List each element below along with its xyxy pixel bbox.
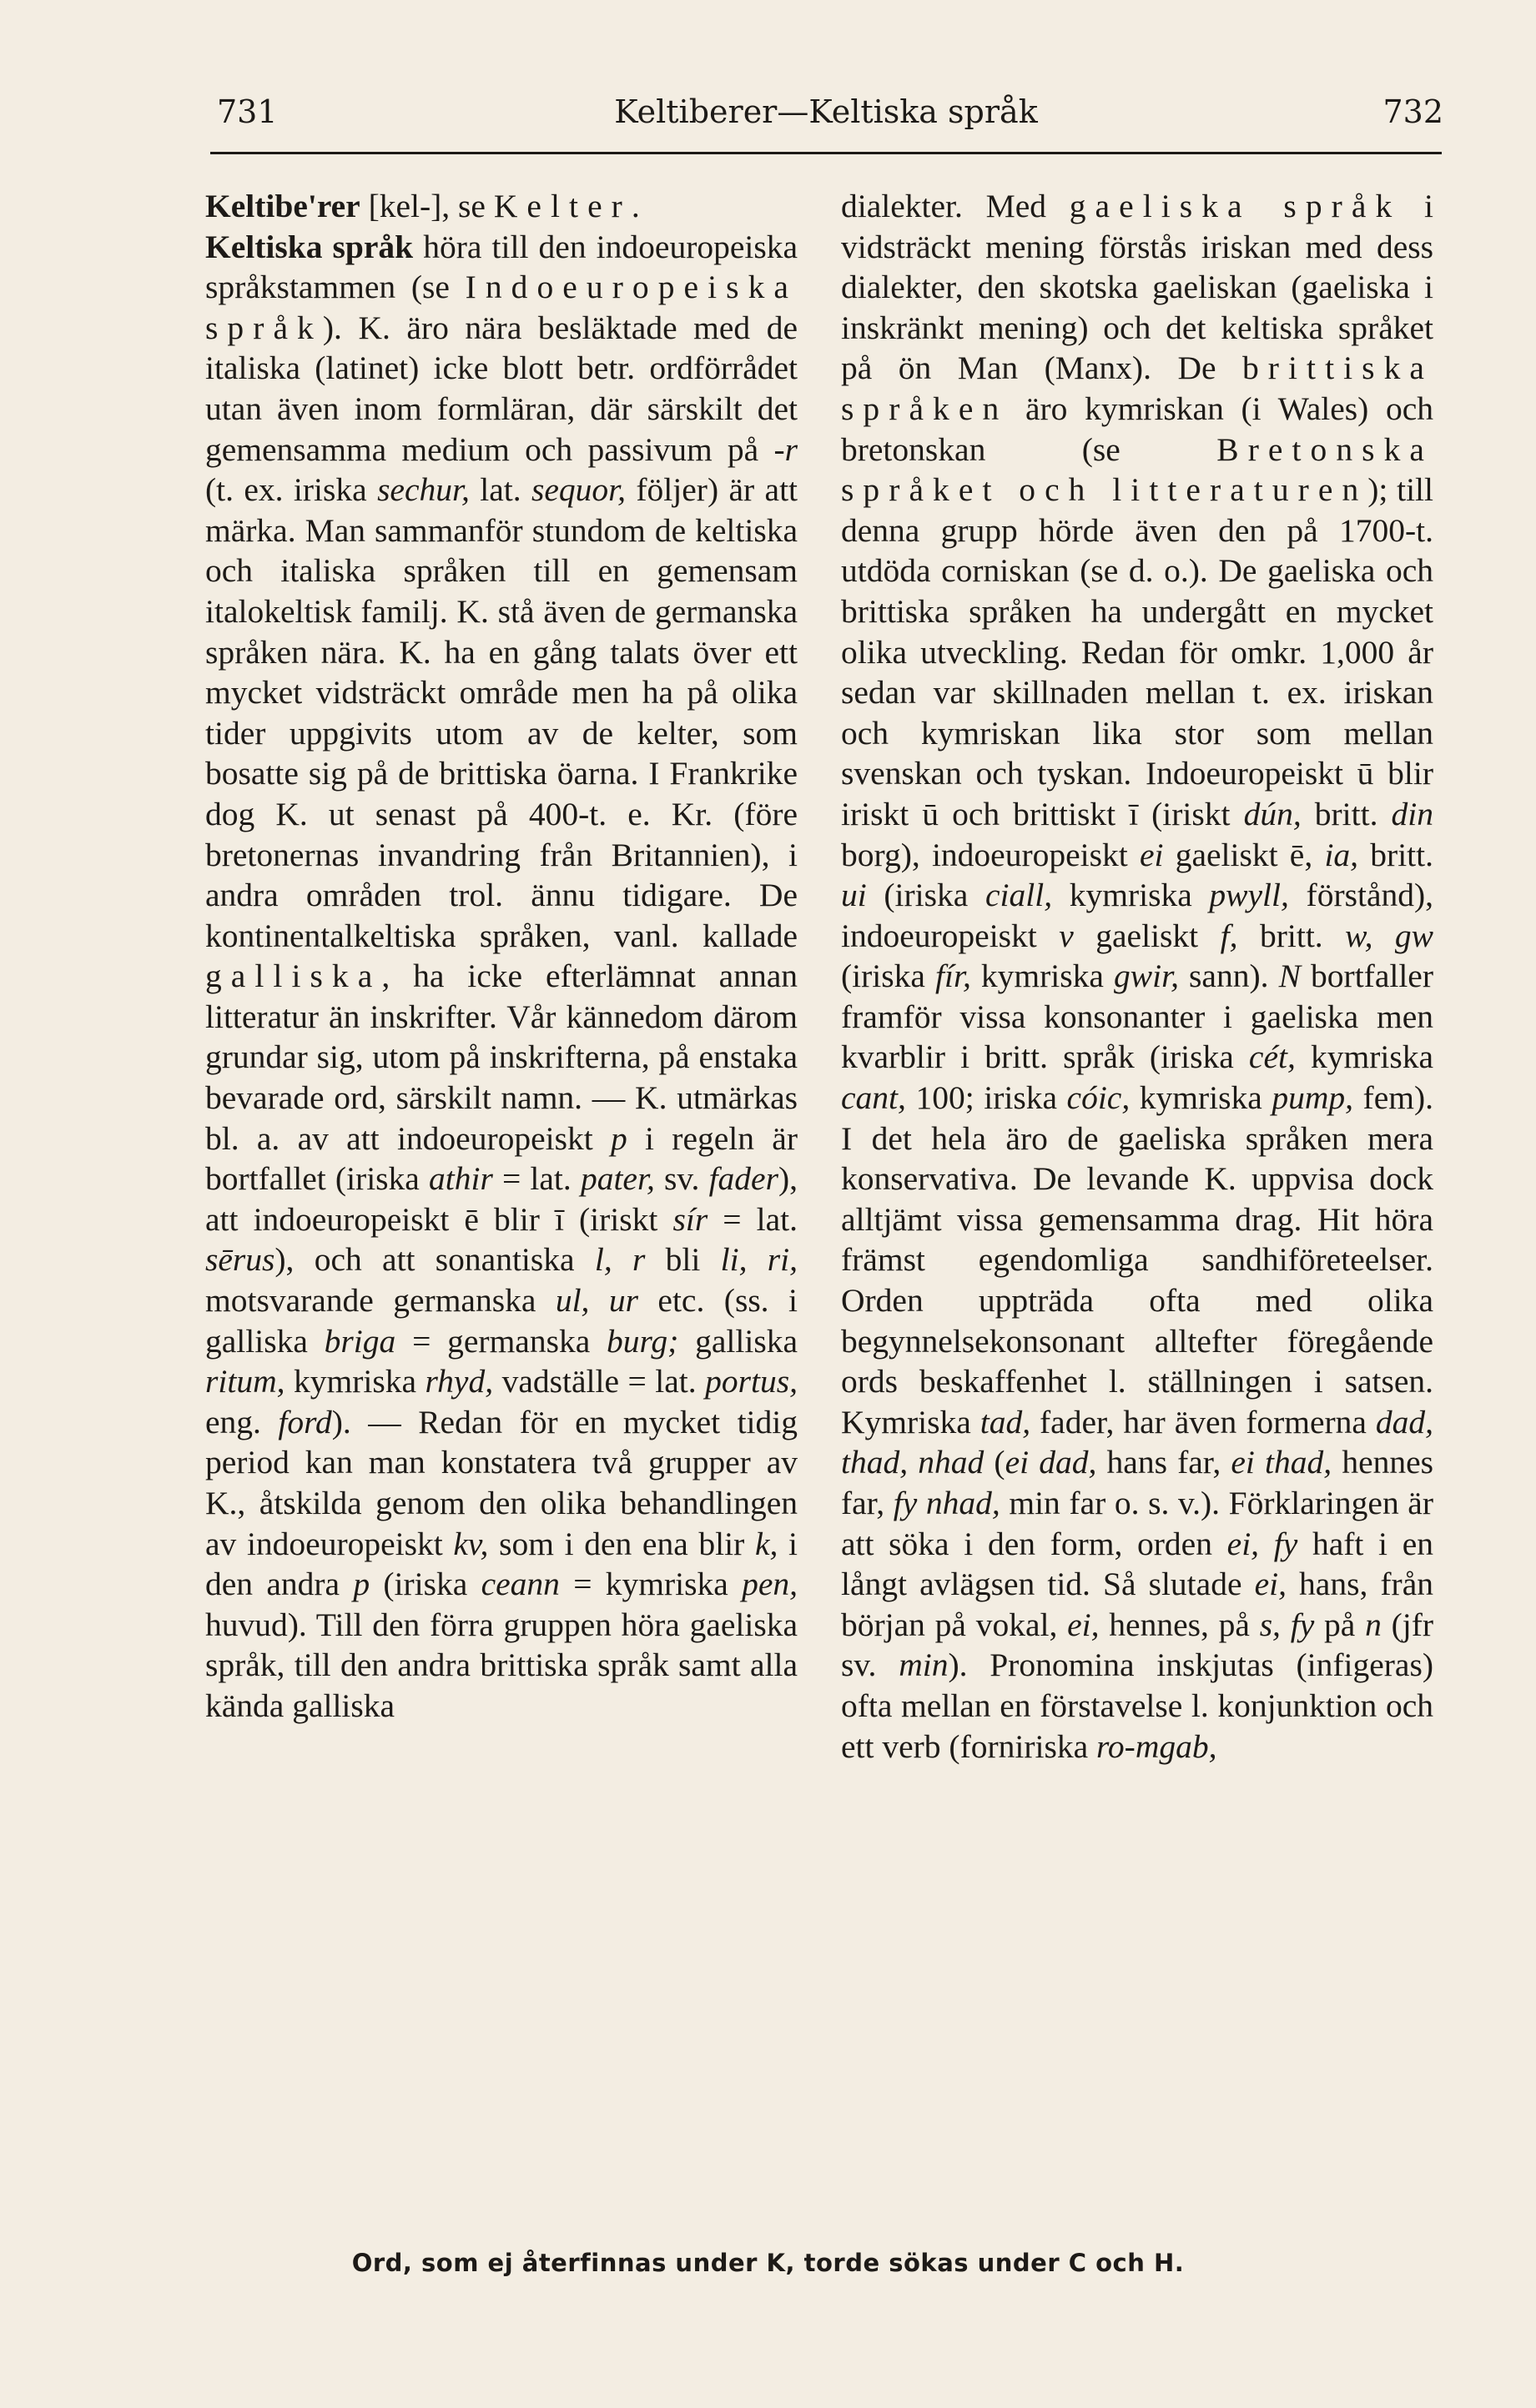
- entry-keltiska-sprak-continued: dialekter. Med gaeliska språk i vidsträckt mening förstås iriskan med dess dialekter, den skotska gaeliskan (gaeliska i inskränkt mening) och det keltiska språket på ön Man (Manx). De brittiska språken äro kymriskan (i Wales) och bretonskan (se Bretonska språket och litteraturen); till denna grupp hörde även den på 1700-t. utdöda corniskan (se d. o.). De gaeliska och brittiska språken ha undergått en mycket olika utveckling. Redan för omkr. 1,000 år sedan var skillnaden mellan t. ex. iriskan och kymriskan lika stor som mellan svenskan och tyskan. Indoeuropeiskt ū blir iriskt ū och brittiskt ī (iriskt dún, britt. din borg), indoeuropeiskt ei gaeliskt ē, ia, britt. ui (iriska ciall, kymriska pwyll, förstånd), indoeuropeiskt v gaeliskt f, britt. w, gw (iriska fír, kymriska gwir, sann). N bortfaller framför vissa konsonanter i gaeliska men kvarblir i britt. språk (iriska cét, kymriska cant, 100; iriska cóic, kymriska pump, fem). I det hela äro de gaeliska språken mera konservativa. De levande K. uppvisa dock alltjämt vissa gemensamma drag. Hit höra främst egendomliga sandhiföreteelser. Orden uppträda ofta med olika begynnelsekonsonant alltefter föregående ords beskaffenhet l. ställningen i satsen. Kymriska tad, fader, har även formerna dad, thad, nhad (ei dad, hans far, ei thad, hennes far, fy nhad, min far o. s. v.). Förklaringen är att söka i den form, orden ei, fy haft i en långt avlägsen tid. Så slutade ei, hans, från början på vokal, ei, hennes, på s, fy på n (jfr sv. min). Pronomina inskjutas (infigeras) ofta mellan en förstavelse l. konjunktion och ett verb (forniriska ro-mgab,: [841, 188, 1434, 1765]
- page-header: [209, 93, 1443, 143]
- page-number-left: 731: [217, 93, 278, 130]
- cross-reference-bretonska: Bretonska språket och litteraturen: [841, 430, 1433, 509]
- headword-keltiberer: Keltibe'rer: [205, 188, 360, 224]
- footer-note: Ord, som ej återfinnas under K, torde sökas under C och H.: [351, 2249, 1185, 2277]
- entry-keltiska-sprak: Keltiska språk höra till den indoeuropeiska språkstammen (se Indoeuropeiska språk). K. äro nära besläktade med de italiska (latinet) icke blott betr. ordförrådet utan även inom formläran, där särskilt det gemensamma medium och passivum på -r (t. ex. iriska sechur, lat. sequor, följer) är att märka. Man sammanför stundom de keltiska och italiska språken till en gemensam italokeltisk familj. K. stå även de germanska språken nära. K. ha en gång talats över ett mycket vidsträckt område men ha på olika tider uppgivits utom av de kelter, som bosatte sig på de brittiska öarna. I Frankrike dog K. ut senast på 400-t. e. Kr. (före bretonernas invandring från Britannien), i andra områden trol. ännu tidigare. De kontinentalkeltiska språken, vanl. kallade galliska, ha icke efterlämnat annan litteratur än inskrifter. Vår kännedom därom grundar sig, utom på inskrifterna, på enstaka bevarade ord, särskilt namn. — K. utmärkas bl. a. av att indoeuropeiskt p i regeln är bortfallet (iriska athir = lat. pater, sv. fader), att indoeuropeiskt ē blir ī (iriskt sír = lat. sērus), och att sonantiska l, r bli li, ri, motsvarande germanska ul, ur etc. (ss. i galliska briga = germanska burg; galliska ritum, kymriska rhyd, vadställe = lat. portus, eng. ford). — Redan för en mycket tidig period kan man konstatera två grupper av K., åtskilda genom den olika behandlingen av indoeuropeiskt kv, som i den ena blir k, i den andra p (iriska ceann = kymriska pen, huvud). Till den förra gruppen höra gaeliska språk, till den andra brittiska språk samt alla kända galliska: [205, 228, 798, 1724]
- running-title: Keltiberer—Keltiska språk: [614, 93, 1038, 130]
- right-column: [841, 186, 1433, 1767]
- header-rule: [210, 152, 1442, 154]
- headword-keltiska-sprak: Keltiska språk: [205, 228, 414, 265]
- entry-keltiberer: Keltibe'rer [kel-], se Kelter.: [205, 188, 640, 224]
- cross-reference-kelter: Kelter: [493, 188, 632, 224]
- page-number-right: 732: [1382, 93, 1443, 130]
- left-column: [205, 186, 798, 1727]
- cross-reference-indoeuropeiska: Indoeuropeiska språk: [205, 269, 798, 346]
